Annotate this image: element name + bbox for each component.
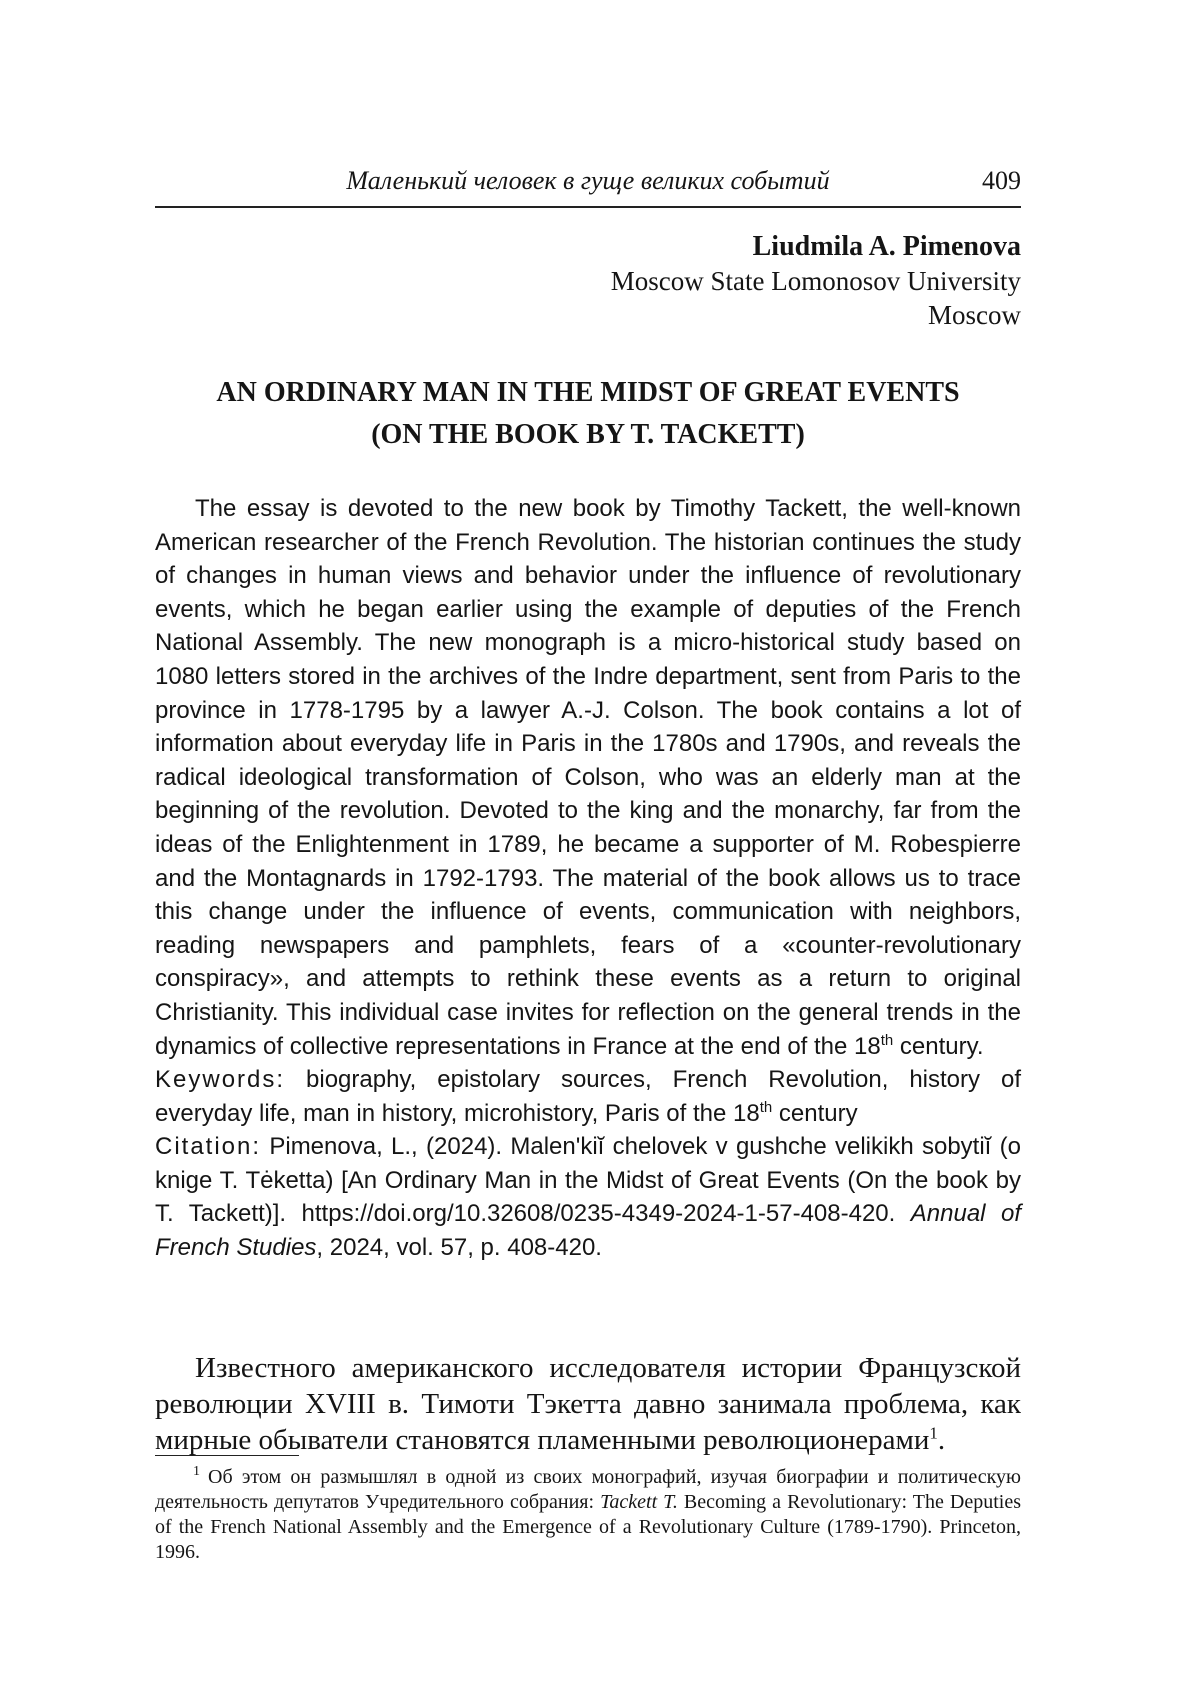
abstract-text-end: century. (893, 1032, 984, 1060)
keywords-main: biography, epistolary sources, French Revolution, history of everyday life, man in history, microhistory, Paris of the 18 (155, 1066, 1021, 1127)
footnote-author: Tackett T. (600, 1491, 678, 1513)
author-block (611, 230, 1021, 332)
footnote-text (155, 1465, 1021, 1565)
page-number: 409 (982, 166, 1021, 195)
keywords-end: century (772, 1099, 858, 1127)
footnote-text-main: Об этом он размышлял в одной из своих монографий, изучая биографии и политическую деятельность депутатов Учредительного собрания: (155, 1466, 1021, 1513)
abstract (155, 492, 1021, 1265)
abstract-superscript: th (880, 1031, 894, 1049)
footnote-number: 1 (193, 1464, 200, 1480)
abstract-text (155, 492, 1021, 1063)
footnote-text-end: Becoming a Revolutionary: The Deputies of the French National Assembly and the Emergence of a Revolutionary Culture (1789-1790). Princeton, 1996. (155, 1491, 1022, 1563)
abstract-text-main: The essay is devoted to the new book by Timothy Tackett, the well-known American researcher of the French Revolution. The historian continues the study of changes in human views and behavior under the influence of revolutionary events, which he began earlier using the example of deputies of the French National Assembly. The new monograph is a micro-historical study based on 1080 letters stored in the archives of the Indre department, sent from Paris to the province in 1778-1795 by a lawyer A.-J. Colson. The book contains a lot of information about everyday life in Paris in the 1780s and 1790s, and reveals the radical ideological transformation of Colson, who was an elderly man at the beginning of the revolution. Devoted to the king and the monarchy, far from the ideas of the Enlightenment in 1789, he became a supporter of M. Robespierre and the Montagnards in 1792-1793. The material of the book allows us to trace this change under the influence of events, communication with neighbors, reading newspapers and pamphlets, fears of a «counter-revolutionary conspiracy», and attempts to rethink these events as a return to original Christianity. This individual case invites for reflection on the general trends in the dynamics of collective representations in France at the end of the 18 (155, 495, 1021, 1060)
citation-main: Pimenova, L., (2024). Malen'kiĭ chelovek v gushche velikikh sobytiĭ (o knige T. Tėketta) [An Ordinary Man in the Midst of Great Events (On the book by T. Tackett)]. https://doi.org/10.32608/0235-4349-2024-1-57-408-420. (155, 1133, 1021, 1228)
running-head-title: Маленький человек в гуще великих событий (346, 166, 830, 195)
citation-label: Citation: (155, 1133, 262, 1161)
citation-journal: Annual of French Studies (155, 1200, 1021, 1262)
citation-end: , 2024, vol. 57, p. 408-420. (316, 1234, 602, 1262)
body-paragraph-end: . (937, 1424, 946, 1456)
author-affiliation: Moscow State Lomonosov University (610, 266, 1021, 296)
body-paragraph-main: Известного американского исследователя истории Французской революции XVIII в. Тимоти Тэкетта давно занимала проблема, как мирные обыватели становятся пламенными революционерами (155, 1352, 1021, 1456)
citation (155, 1130, 1021, 1264)
running-head (155, 166, 1021, 208)
article-title-line-1: AN ORDINARY MAN IN THE MIDST OF GREAT EVENTS (216, 377, 960, 408)
footnote-separator (155, 1455, 299, 1456)
footnote-reference: 1 (929, 1423, 938, 1443)
author-name: Liudmila A. Pimenova (752, 231, 1021, 262)
keywords-label: Keywords: (155, 1066, 286, 1094)
keywords (155, 1063, 1021, 1130)
body-text (155, 1350, 1021, 1458)
footnote (155, 1465, 1021, 1565)
body-paragraph (155, 1350, 1021, 1458)
keywords-superscript: th (759, 1098, 773, 1116)
article-title (155, 372, 1021, 456)
author-city: Moscow (928, 300, 1021, 330)
article-title-line-2: (ON THE BOOK BY T. TACKETT) (371, 419, 805, 450)
